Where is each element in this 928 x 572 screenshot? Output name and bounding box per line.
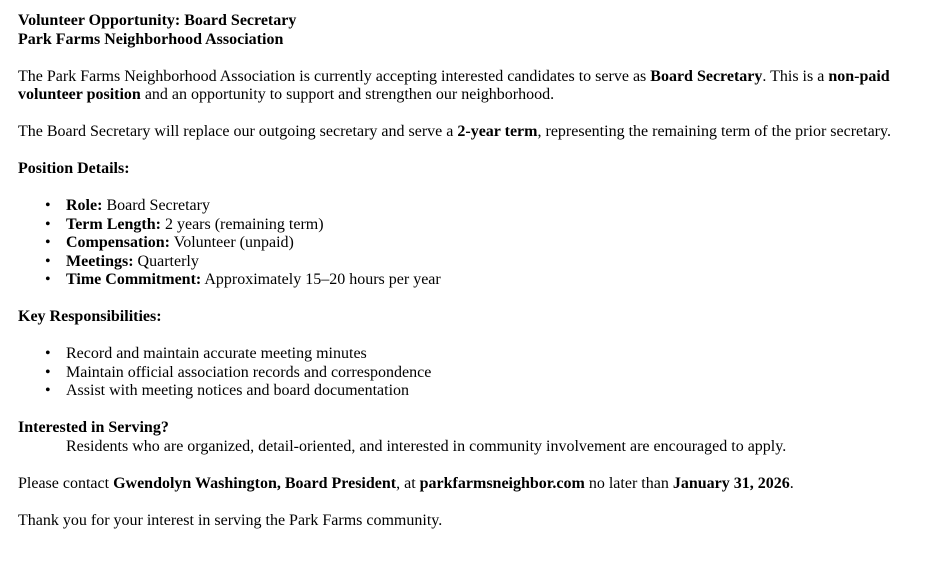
list-item-value: Board Secretary <box>102 197 210 214</box>
list-item-label: Compensation: <box>66 234 171 251</box>
list-item <box>66 271 910 290</box>
list-item <box>66 234 910 253</box>
list-item-label: Role: <box>66 197 103 214</box>
list-item-value: Volunteer (unpaid) <box>170 234 294 251</box>
interested-section <box>18 419 910 456</box>
list-item-value: 2 years (remaining term) <box>160 215 324 233</box>
list-item-label: Meetings: <box>66 252 134 270</box>
key-responsibilities-heading: Key Responsibilities: <box>18 308 162 325</box>
interested-heading: Interested in Serving? <box>18 419 169 436</box>
list-item <box>66 216 910 235</box>
list-item <box>66 253 910 272</box>
position-details-heading: Position Details: <box>18 160 130 177</box>
key-responsibilities-list <box>18 345 910 401</box>
interested-body: Residents who are organized, detail-oriented, and interested in community involvement are encouraged to apply. <box>66 437 787 455</box>
doc-title-line1: Volunteer Opportunity: Board Secretary <box>18 12 297 29</box>
contact-paragraph: Please contact Gwendolyn Washington, Board President, at parkfarmsneighbor.com no later than January 31, 2026. <box>18 474 794 492</box>
closing-paragraph: Thank you for your interest in serving the Park Farms community. <box>18 511 443 529</box>
list-item: • Assist with meeting notices and board documentation <box>66 382 910 401</box>
list-item-value: Quarterly <box>133 252 199 270</box>
list-item: • Maintain official association records and correspondence <box>66 364 910 383</box>
position-details-list <box>18 197 910 290</box>
list-item-label: Term Length: <box>66 215 161 233</box>
list-item-label: Time Commitment: <box>66 271 202 288</box>
doc-title <box>18 12 910 49</box>
list-item <box>66 197 910 216</box>
term-paragraph: The Board Secretary will replace our outgoing secretary and serve a 2-year term, representing the remaining term of the prior secretary. <box>18 123 891 140</box>
doc-title-line2: Park Farms Neighborhood Association <box>18 30 284 48</box>
list-item: • Record and maintain accurate meeting minutes <box>66 345 910 364</box>
intro-paragraph: The Park Farms Neighborhood Association is currently accepting interested candidates to serve as Board Secretary. This is a non-paid volunteer position and an opportunity to support and strengthen our neighborhood. <box>18 67 890 103</box>
list-item-value: Approximately 15–20 hours per year <box>201 271 441 288</box>
